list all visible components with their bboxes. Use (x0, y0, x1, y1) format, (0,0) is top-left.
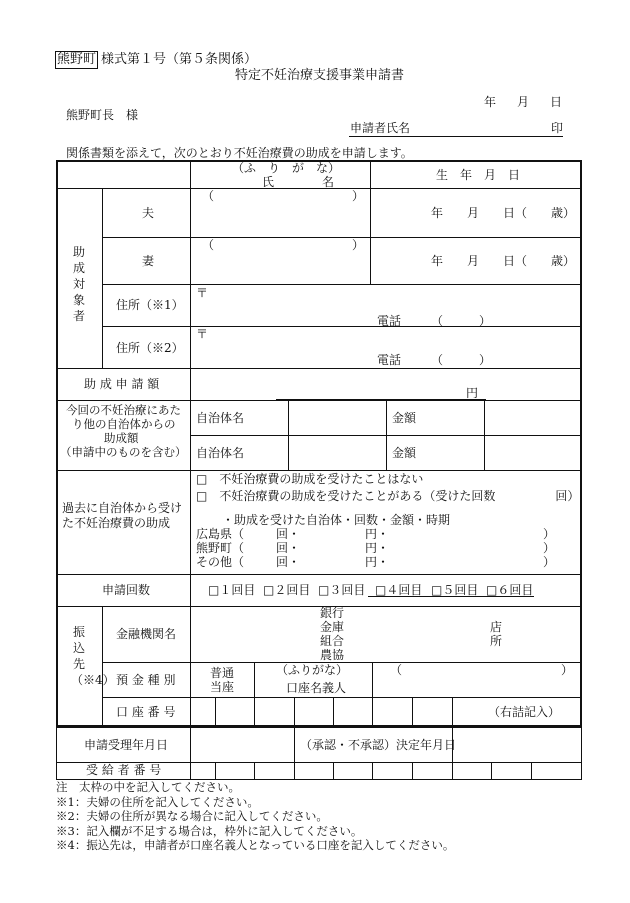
address2-phone[interactable]: 電話 （ ） (377, 353, 492, 367)
amount-label-1: 金額 (392, 411, 417, 425)
note-item: ※3：記入欄が不足する場合は，枠外に記入してください。 (56, 823, 363, 838)
subject-section-label: 助成対象者 (72, 245, 85, 323)
note-item: ※2：夫婦の住所が異なる場合に記入してください。 (56, 809, 328, 823)
addressee: 熊野町長 様 (66, 108, 139, 122)
count-checkbox-5[interactable]: □５回目 (431, 583, 479, 597)
count-underline (368, 596, 534, 597)
account-number-label: 口 座 番 号 (116, 705, 176, 719)
other-subsidy-line1: 今回の不妊治療にあた (66, 403, 181, 417)
applicant-name-label: 申請者氏名 (350, 121, 411, 135)
bank-name-label: 金融機関名 (116, 627, 177, 641)
address2-postal-mark: 〒 (196, 327, 209, 341)
right-align-note: （右詰記入） (488, 705, 561, 719)
past-row-name: 熊野町（ (196, 541, 245, 555)
recipient-number-label: 受 給 者 番 号 (86, 763, 162, 777)
address2-label: 住所（※2） (116, 341, 184, 355)
applicant-name-line[interactable] (349, 136, 563, 137)
wife-furigana-open: （ (202, 238, 215, 252)
application-count-label: 申請回数 (102, 583, 151, 597)
bank-type-union: 組合 (320, 634, 345, 648)
seal-mark: 印 (551, 121, 564, 135)
address1-label: 住所（※1） (116, 298, 184, 312)
date-year: 年 (484, 95, 497, 109)
other-subsidy-line4: （申請中のものを含む） (60, 445, 187, 459)
amount-label-2: 金額 (392, 446, 417, 460)
past-row-end: ） (543, 541, 556, 555)
page-title: 特定不妊治療支援事業申請書 (235, 68, 405, 83)
intro-text: 関係書類を添えて，次のとおり不妊治療費の助成を申請します。 (66, 146, 413, 160)
municipality-label-2: 自治体名 (196, 446, 245, 460)
holder-paren-open: （ (390, 663, 403, 677)
husband-furigana-open: （ (202, 189, 215, 203)
holder-name-label: 口座名義人 (286, 681, 347, 695)
husband-label: 夫 (142, 206, 155, 220)
husband-furigana-close: ） (352, 189, 365, 203)
account-type-normal[interactable]: 普通 (210, 666, 235, 680)
date-day: 日 (550, 95, 563, 109)
bank-type-bank: 銀行 (320, 606, 345, 620)
holder-furigana-label: （ふりがな） (276, 663, 349, 677)
past-option-none[interactable]: □ 不妊治療費の助成を受けたことはない (196, 472, 424, 486)
bank-type-nokyo: 農協 (320, 648, 345, 662)
past-row-end: ） (543, 527, 556, 541)
name-header: 氏 名 (262, 175, 335, 189)
branch-type-store: 店 (490, 620, 503, 634)
address1-postal-mark: 〒 (196, 286, 209, 300)
past-row-name: その他（ (196, 555, 245, 569)
received-date-label: 申請受理年月日 (84, 738, 169, 752)
account-type-label: 預 金 種 別 (116, 673, 176, 687)
past-row-yen: 円・ (365, 527, 390, 541)
other-subsidy-line3: 助成額 (104, 431, 139, 445)
decision-date-label: （承認・不承認）決定年月日 (300, 738, 457, 752)
transfer-section-label: 振込先（※4） (71, 625, 115, 687)
husband-birthdate[interactable]: 年 月 日（ 歳） (431, 206, 576, 220)
past-row-count: 回・ (276, 527, 301, 541)
notes (56, 780, 454, 853)
past-row-end: ） (543, 555, 556, 569)
count-checkbox-4[interactable]: □４回目 (375, 583, 423, 597)
wife-birthdate[interactable]: 年 月 日（ 歳） (431, 254, 576, 268)
past-row-count: 回・ (276, 555, 301, 569)
bank-type-shinkin: 金庫 (320, 620, 345, 634)
note-item: ※4：振込先は，申請者が口座名義人となっている口座を記入してください。 (56, 838, 455, 852)
count-checkbox-1[interactable]: □１回目 (208, 583, 256, 597)
account-type-current[interactable]: 当座 (210, 680, 235, 694)
address1-phone[interactable]: 電話 （ ） (377, 314, 492, 328)
furigana-header: （ふ り が な） (232, 161, 341, 175)
past-row-name: 広島県（ (196, 527, 245, 541)
other-subsidy-line2: り他の自治体からの (72, 417, 176, 431)
past-subsidy-line1: 過去に自治体から受け (62, 501, 183, 515)
past-detail-heading: ・助成を受けた自治体・回数・金額・時期 (222, 513, 451, 527)
count-checkbox-3[interactable]: □３回目 (318, 583, 366, 597)
branch-type-office: 所 (490, 634, 503, 648)
past-row-yen: 円・ (365, 541, 390, 555)
count-checkbox-2[interactable]: □２回目 (263, 583, 311, 597)
yen-unit: 円 (466, 386, 479, 400)
note-item: 注 太枠の中を記入してください。 (56, 780, 240, 794)
past-option-received[interactable]: □ 不妊治療費の助成を受けたことがある（受けた回数 回） (196, 489, 580, 503)
birthdate-header: 生 年 月 日 (436, 168, 521, 182)
wife-label: 妻 (142, 254, 155, 268)
subsidy-amount-label: 助 成 申 請 額 (84, 377, 160, 391)
past-row-yen: 円・ (365, 555, 390, 569)
wife-furigana-close: ） (352, 238, 365, 252)
date-month: 月 (517, 95, 530, 109)
count-checkbox-6[interactable]: □６回目 (486, 583, 534, 597)
town-name-box: 熊野町 (57, 52, 97, 67)
past-row-count: 回・ (276, 541, 301, 555)
subsidy-amount-line[interactable] (276, 399, 486, 400)
note-item: ※1：夫婦の住所を記入してください。 (56, 794, 259, 809)
past-subsidy-line2: た不妊治療費の助成 (62, 516, 171, 530)
holder-paren-close: ） (561, 663, 574, 677)
municipality-label-1: 自治体名 (196, 411, 245, 425)
form-number: 様式第１号（第５条関係） (101, 52, 258, 67)
